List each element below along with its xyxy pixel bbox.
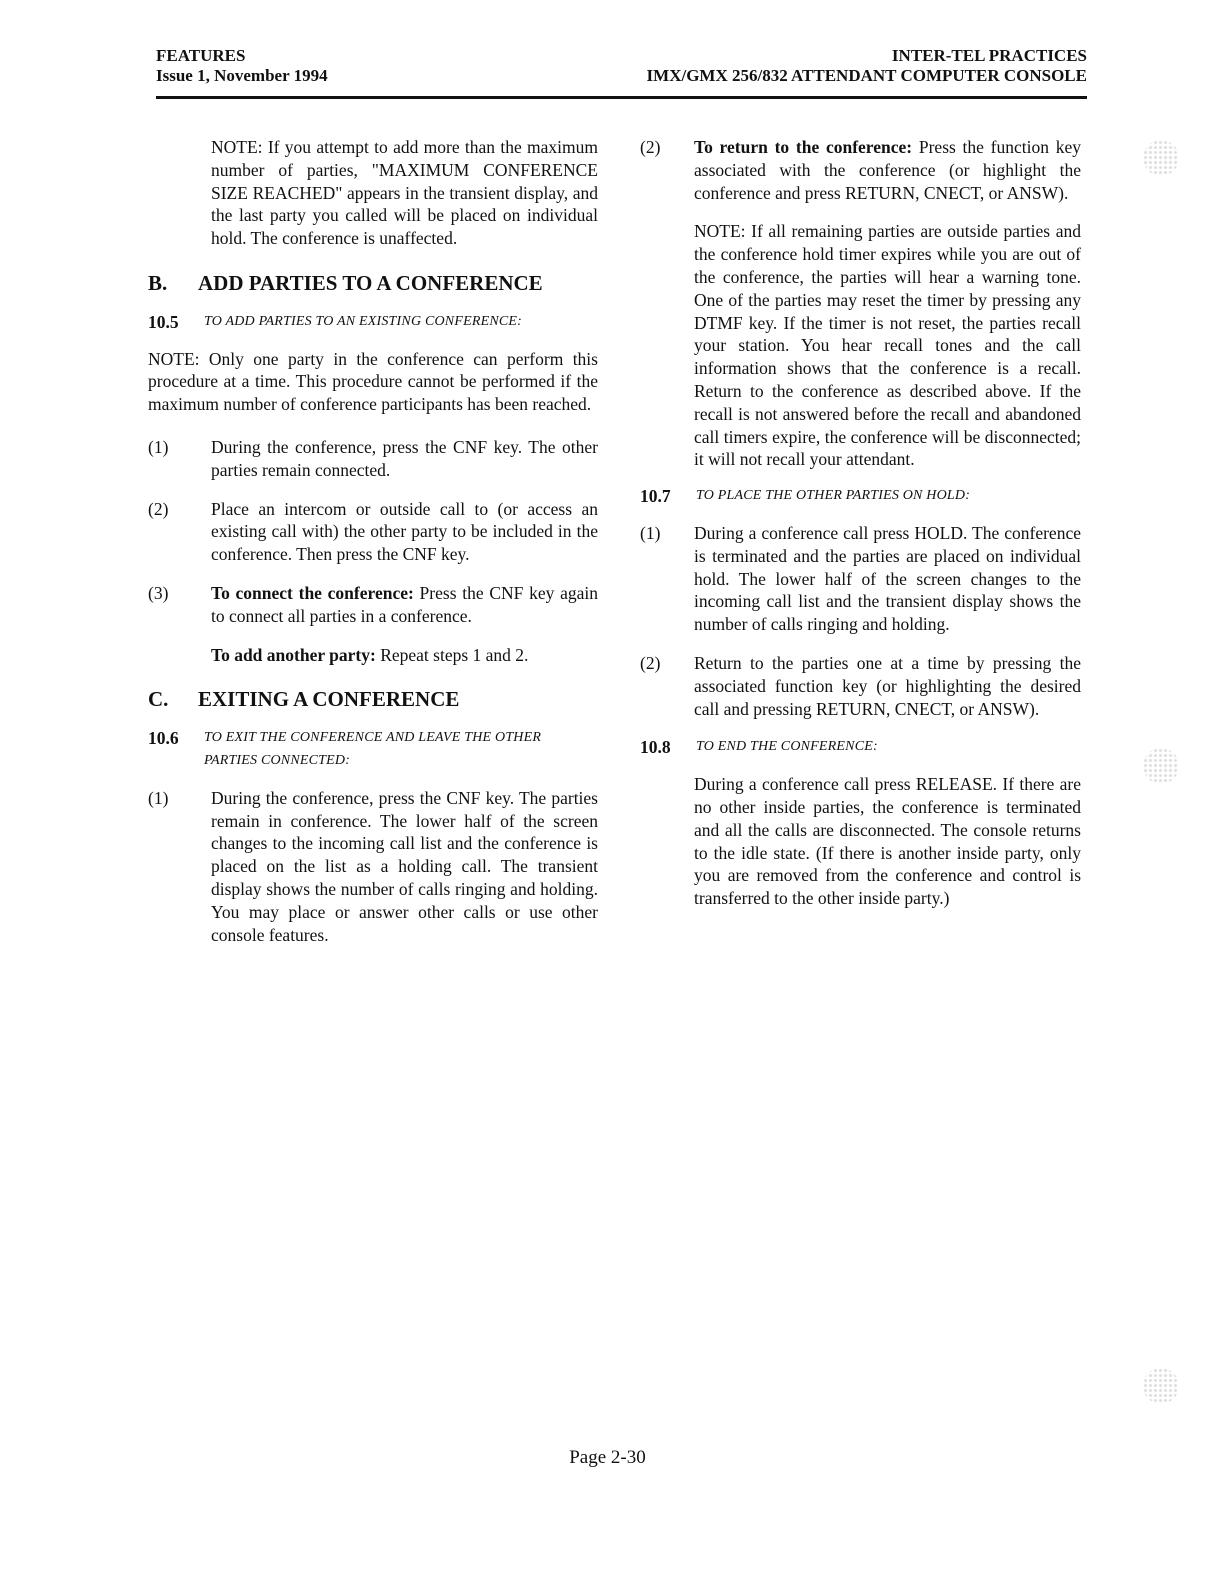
procedure-number: 10.7 <box>640 486 671 507</box>
section-b-heading <box>148 272 598 295</box>
step-text: During the conference, press the CNF key. The parties remain in conference. The lower half of the screen changes to the incoming call list and the conference is placed on the list as a holding call. The transient display shows the number of calls ringing and holding. You may place or answer other calls or use other console features. <box>211 787 598 945</box>
step-lead: To connect the conference: <box>211 582 414 603</box>
step-item <box>640 522 1081 636</box>
step-body: Press the function key associated with the conference (or highlight the conference and press RETURN, CNECT, or ANSW). <box>694 137 1081 203</box>
procedure-number: 10.5 <box>148 311 179 332</box>
step-item <box>640 136 1081 204</box>
section-c-letter: C. <box>148 687 169 712</box>
page-number: Page 2-30 <box>569 1447 646 1468</box>
step-number: (1) <box>148 436 169 457</box>
step-number: (2) <box>148 498 169 519</box>
step-text <box>694 136 1081 204</box>
procedure-title: TO END THE CONFERENCE: <box>696 739 878 755</box>
step-text: Return to the parties one at a time by pressing the associated function key (or highlighting the desired call and pressing RETURN, CNECT, or ANSW). <box>694 652 1081 719</box>
step-item <box>148 582 598 628</box>
page-header <box>156 46 1087 99</box>
section-b-title: ADD PARTIES TO A CONFERENCE <box>198 270 543 295</box>
scan-speck <box>1143 1368 1179 1404</box>
section-c-title: EXITING A CONFERENCE <box>198 687 460 712</box>
step-item <box>148 436 598 482</box>
add-lead: To add another party: <box>211 644 376 665</box>
left-column <box>148 136 598 962</box>
header-publisher: INTER-TEL PRACTICES <box>891 46 1087 65</box>
section-b-letter: B. <box>148 270 168 295</box>
section-c-heading <box>148 688 598 711</box>
right-column <box>640 136 1081 910</box>
step-number: (1) <box>148 787 169 808</box>
procedure-10-8-heading <box>640 736 1081 759</box>
procedure-number: 10.6 <box>148 728 179 749</box>
header-product: IMX/GMX 256/832 ATTENDANT COMPUTER CONSOLE <box>646 66 1087 85</box>
procedure-title: TO ADD PARTIES TO AN EXISTING CONFERENCE: <box>204 313 523 329</box>
procedure-title: TO PLACE THE OTHER PARTIES ON HOLD: <box>696 488 971 504</box>
note-max-parties: NOTE: If you attempt to add more than the maximum number of parties, "MAXIMUM CONFERENCE SIZE REACHED" appears in the transient display, and the last party you called will be placed on individual hold. The conference is unaffected. <box>211 137 598 249</box>
procedure-10-7-heading <box>640 485 1081 508</box>
procedure-number: 10.8 <box>640 737 671 758</box>
header-section: FEATURES <box>156 46 246 65</box>
step-item <box>640 652 1081 720</box>
end-conference-text: During a conference call press RELEASE. If there are no other inside parties, the conference is terminated and all the calls are disconnected. The console returns to the idle state. (If there is another inside party, only you are removed from the conference and control is transferred to the other inside party.) <box>694 774 1081 909</box>
note-hold-timer: NOTE: If all remaining parties are outside parties and the conference hold timer expires while you are out of the conference, the parties will hear a warning tone. One of the parties may reset the timer by pressing any DTMF key. If the timer is not reset, the parties recall your station. You hear recall tones and the call information shows that the conference is a recall. Return to the conference as described above. If the recall is not answered before the recall and abandoned call timers expire, the conference will be disconnected; it will not recall your attendant. <box>694 221 1081 470</box>
step-text <box>211 582 598 628</box>
procedure-10-5-heading <box>148 311 598 334</box>
add-body: Repeat steps 1 and 2. <box>375 644 529 665</box>
add-another-party <box>211 644 598 667</box>
step-number: (1) <box>640 522 661 543</box>
step-number: (2) <box>640 137 661 157</box>
step-item <box>148 498 598 566</box>
header-issue: Issue 1, November 1994 <box>156 66 328 85</box>
step-number: (2) <box>640 652 661 673</box>
step-text: During a conference call press HOLD. The conference is terminated and the parties are placed on individual hold. The lower half of the screen changes to the incoming call list and the transient display shows the number of calls ringing and holding. <box>694 522 1081 635</box>
header-left <box>156 46 328 86</box>
procedure-10-6-heading <box>148 727 598 773</box>
step-number: (3) <box>148 582 169 603</box>
procedure-title: TO EXIT THE CONFERENCE AND LEAVE THE OTHER PARTIES CONNECTED: <box>204 730 542 768</box>
scan-speck <box>1143 140 1179 176</box>
scan-speck <box>1143 748 1179 784</box>
step-text: Place an intercom or outside call to (or access an existing call with) the other party to be included in the conference. Then press the CNF key. <box>211 498 598 565</box>
step-body: Press the CNF key again to connect all parties in a conference. <box>211 582 598 626</box>
step-text: During the conference, press the CNF key. The other parties remain connected. <box>211 436 598 480</box>
step-lead: To return to the conference: <box>694 137 913 157</box>
note-one-party: NOTE: Only one party in the conference can perform this procedure at a time. This procedure cannot be performed if the maximum number of conference participants has been reached. <box>148 348 598 415</box>
step-item <box>148 787 598 947</box>
header-right <box>647 46 1087 86</box>
